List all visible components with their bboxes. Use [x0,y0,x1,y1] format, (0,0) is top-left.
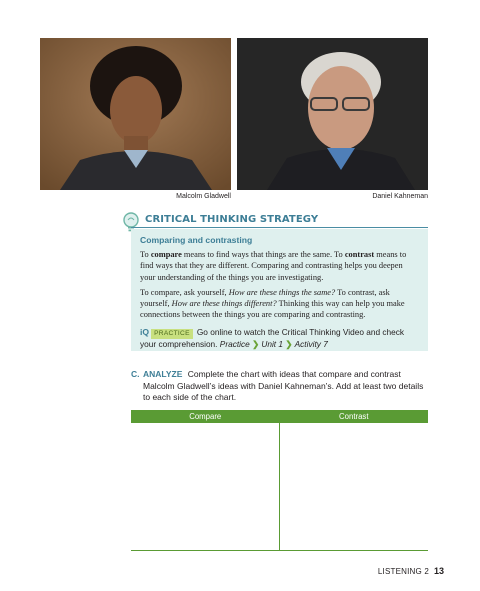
text: To contrast, ask yourself, [140,287,390,309]
caption-daniel-kahneman: Daniel Kahneman [372,193,428,200]
iq-logo: iQ [140,326,150,337]
chevron-right-icon: ❯ [285,338,293,349]
question-label: C. [131,369,140,379]
footer-section: LISTENING 2 [377,567,429,576]
question-keyword: ANALYZE [143,369,183,379]
text: means to find ways that they are different. Comparing and contrasting helps you deepen your understanding of the things you are investigating. [140,250,407,282]
compare-contrast-chart-header [131,410,428,423]
strategy-paragraph-2 [140,287,418,321]
iq-practice-line [140,327,418,350]
column-compare: Compare [189,412,222,421]
text: Thinking this way can help you make connections between the things you are comparing and contrasting. [140,299,405,320]
caption-malcolm-gladwell: Malcolm Gladwell [176,193,231,200]
strategy-subheading: Comparing and contrasting [140,235,253,245]
term-compare: compare [150,250,182,259]
strategy-paragraph-1 [140,249,418,283]
text: To [140,250,151,259]
strategy-rule [131,227,428,228]
practice-badge: PRACTICE [151,329,193,339]
page-number: 13 [433,566,444,576]
chart-divider [279,423,280,550]
photo-malcolm-gladwell [40,38,231,190]
question-c [131,369,431,404]
term-contrast: contrast [344,250,375,259]
text: To compare, ask yourself, [140,287,229,297]
text: means to find ways that things are the same. To [181,250,345,259]
photo-daniel-kahneman [237,38,428,190]
page-footer [378,566,444,576]
question-different: How are these things different? [171,299,277,309]
iq-path-practice[interactable]: Practice [219,338,250,349]
strategy-box [131,229,428,351]
iq-path-activity[interactable]: Activity 7 [294,338,328,349]
column-contrast: Contrast [339,412,369,421]
question-same: How are these things the same? [228,287,336,297]
iq-path-unit[interactable]: Unit 1 [261,338,284,349]
strategy-heading: CRITICAL THINKING STRATEGY [145,214,319,225]
chevron-right-icon: ❯ [252,338,260,349]
iq-text: Go online to watch the Critical Thinking Video and check your comprehension. [140,326,405,349]
question-text: Complete the chart with ideas that compare and contrast Malcolm Gladwell’s ideas with Daniel Kahneman’s. Add at least two details to each side of the chart. [143,369,424,403]
chart-bottom-rule [131,550,428,551]
